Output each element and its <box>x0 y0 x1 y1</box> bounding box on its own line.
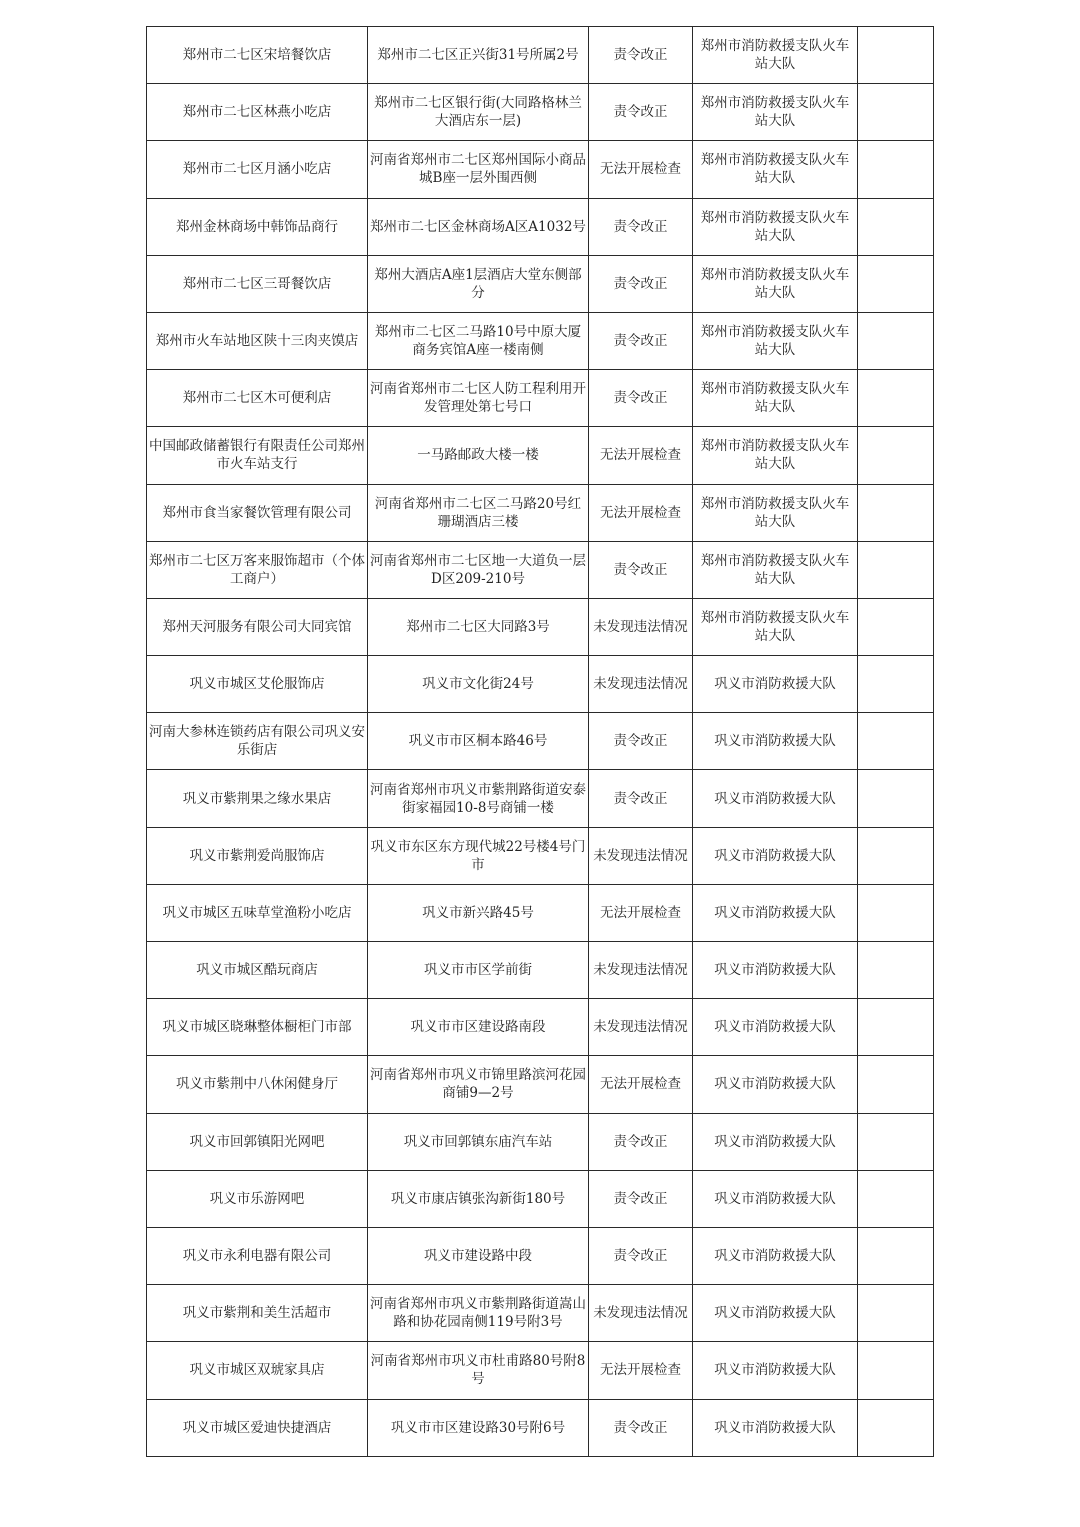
inspection-result-cell: 未发现违法情况 <box>589 598 693 655</box>
inspecting-unit-cell: 郑州市消防救援支队火车站大队 <box>693 84 858 141</box>
remarks-cell <box>858 999 934 1056</box>
business-name-cell: 郑州市火车站地区陕十三肉夹馍店 <box>147 312 368 369</box>
remarks-cell <box>858 770 934 827</box>
address-cell: 巩义市市区桐本路46号 <box>368 713 589 770</box>
inspecting-unit-cell: 郑州市消防救援支队火车站大队 <box>693 27 858 84</box>
inspecting-unit-cell: 郑州市消防救援支队火车站大队 <box>693 141 858 198</box>
inspecting-unit-cell: 郑州市消防救援支队火车站大队 <box>693 370 858 427</box>
address-cell: 巩义市建设路中段 <box>368 1227 589 1284</box>
address-cell: 河南省郑州市二七区二马路20号红珊瑚酒店三楼 <box>368 484 589 541</box>
address-cell: 巩义市文化街24号 <box>368 656 589 713</box>
inspection-result-cell: 未发现违法情况 <box>589 999 693 1056</box>
inspecting-unit-cell: 郑州市消防救援支队火车站大队 <box>693 541 858 598</box>
inspection-result-cell: 责令改正 <box>589 713 693 770</box>
table-row <box>147 27 934 84</box>
address-cell: 巩义市市区学前街 <box>368 942 589 999</box>
table-row <box>147 713 934 770</box>
table-row <box>147 598 934 655</box>
business-name-cell: 巩义市紫荆果之缘水果店 <box>147 770 368 827</box>
remarks-cell <box>858 1113 934 1170</box>
remarks-cell <box>858 942 934 999</box>
inspection-result-cell: 责令改正 <box>589 312 693 369</box>
remarks-cell <box>858 312 934 369</box>
inspection-result-cell: 责令改正 <box>589 1227 693 1284</box>
address-cell: 郑州市二七区银行街(大同路格林兰大酒店东一层) <box>368 84 589 141</box>
table-row <box>147 1285 934 1342</box>
remarks-cell <box>858 541 934 598</box>
address-cell: 郑州市二七区金林商场A区A1032号 <box>368 198 589 255</box>
inspecting-unit-cell: 巩义市消防救援大队 <box>693 999 858 1056</box>
business-name-cell: 巩义市城区艾伦服饰店 <box>147 656 368 713</box>
inspection-result-cell: 责令改正 <box>589 370 693 427</box>
inspection-result-cell: 无法开展检查 <box>589 427 693 484</box>
table-row <box>147 427 934 484</box>
table-row <box>147 884 934 941</box>
address-cell: 河南省郑州市二七区郑州国际小商品城B座一层外围西侧 <box>368 141 589 198</box>
inspecting-unit-cell: 巩义市消防救援大队 <box>693 1399 858 1456</box>
inspecting-unit-cell: 郑州市消防救援支队火车站大队 <box>693 484 858 541</box>
inspecting-unit-cell: 巩义市消防救援大队 <box>693 1170 858 1227</box>
address-cell: 河南省郑州市巩义市紫荆路街道嵩山路和协花园南侧119号附3号 <box>368 1285 589 1342</box>
table-row <box>147 255 934 312</box>
address-cell: 郑州市二七区正兴街31号所属2号 <box>368 27 589 84</box>
inspection-result-cell: 无法开展检查 <box>589 1342 693 1399</box>
address-cell: 郑州市二七区二马路10号中原大厦商务宾馆A座一楼南侧 <box>368 312 589 369</box>
inspection-result-cell: 未发现违法情况 <box>589 942 693 999</box>
table-row <box>147 999 934 1056</box>
table-row <box>147 1056 934 1113</box>
business-name-cell: 中国邮政储蓄银行有限责任公司郑州市火车站支行 <box>147 427 368 484</box>
business-name-cell: 郑州市二七区宋培餐饮店 <box>147 27 368 84</box>
business-name-cell: 郑州天河服务有限公司大同宾馆 <box>147 598 368 655</box>
remarks-cell <box>858 713 934 770</box>
business-name-cell: 巩义市永利电器有限公司 <box>147 1227 368 1284</box>
inspection-result-cell: 责令改正 <box>589 27 693 84</box>
address-cell: 郑州大酒店A座1层酒店大堂东侧部分 <box>368 255 589 312</box>
table-row <box>147 541 934 598</box>
inspection-result-cell: 责令改正 <box>589 541 693 598</box>
inspection-result-cell: 未发现违法情况 <box>589 1285 693 1342</box>
inspection-result-cell: 责令改正 <box>589 1399 693 1456</box>
remarks-cell <box>858 1399 934 1456</box>
address-cell: 河南省郑州市巩义市杜甫路80号附8号 <box>368 1342 589 1399</box>
table-row <box>147 1170 934 1227</box>
inspecting-unit-cell: 郑州市消防救援支队火车站大队 <box>693 427 858 484</box>
business-name-cell: 巩义市城区五味草堂渔粉小吃店 <box>147 884 368 941</box>
address-cell: 巩义市回郭镇东庙汽车站 <box>368 1113 589 1170</box>
address-cell: 河南省郑州市二七区地一大道负一层D区209-210号 <box>368 541 589 598</box>
table-row <box>147 198 934 255</box>
inspection-result-cell: 未发现违法情况 <box>589 656 693 713</box>
inspecting-unit-cell: 巩义市消防救援大队 <box>693 1056 858 1113</box>
business-name-cell: 巩义市紫荆爱尚服饰店 <box>147 827 368 884</box>
business-name-cell: 巩义市城区双琥家具店 <box>147 1342 368 1399</box>
table-row <box>147 141 934 198</box>
remarks-cell <box>858 884 934 941</box>
remarks-cell <box>858 1056 934 1113</box>
inspection-result-cell: 无法开展检查 <box>589 1056 693 1113</box>
business-name-cell: 郑州市二七区三哥餐饮店 <box>147 255 368 312</box>
table-row <box>147 84 934 141</box>
inspection-result-cell: 无法开展检查 <box>589 484 693 541</box>
inspecting-unit-cell: 郑州市消防救援支队火车站大队 <box>693 198 858 255</box>
business-name-cell: 郑州市二七区林燕小吃店 <box>147 84 368 141</box>
inspecting-unit-cell: 郑州市消防救援支队火车站大队 <box>693 312 858 369</box>
address-cell: 一马路邮政大楼一楼 <box>368 427 589 484</box>
remarks-cell <box>858 198 934 255</box>
table-row <box>147 1399 934 1456</box>
remarks-cell <box>858 1342 934 1399</box>
business-name-cell: 巩义市城区晓琳整体橱柜门市部 <box>147 999 368 1056</box>
records-table-body <box>147 27 934 1457</box>
remarks-cell <box>858 484 934 541</box>
remarks-cell <box>858 1227 934 1284</box>
inspecting-unit-cell: 巩义市消防救援大队 <box>693 827 858 884</box>
business-name-cell: 郑州市食当家餐饮管理有限公司 <box>147 484 368 541</box>
address-cell: 河南省郑州市二七区人防工程利用开发管理处第七号口 <box>368 370 589 427</box>
address-cell: 巩义市康店镇张沟新街180号 <box>368 1170 589 1227</box>
inspection-result-cell: 责令改正 <box>589 84 693 141</box>
inspection-records-table <box>146 26 934 1457</box>
address-cell: 河南省郑州市巩义市紫荆路街道安泰街家福园10-8号商铺一楼 <box>368 770 589 827</box>
inspection-result-cell: 无法开展检查 <box>589 884 693 941</box>
inspection-result-cell: 责令改正 <box>589 770 693 827</box>
inspecting-unit-cell: 巩义市消防救援大队 <box>693 1285 858 1342</box>
inspecting-unit-cell: 巩义市消防救援大队 <box>693 1227 858 1284</box>
table-row <box>147 312 934 369</box>
table-row <box>147 1113 934 1170</box>
remarks-cell <box>858 1285 934 1342</box>
address-cell: 郑州市二七区大同路3号 <box>368 598 589 655</box>
business-name-cell: 郑州市二七区木可便利店 <box>147 370 368 427</box>
inspecting-unit-cell: 巩义市消防救援大队 <box>693 884 858 941</box>
remarks-cell <box>858 84 934 141</box>
address-cell: 巩义市东区东方现代城22号楼4号门市 <box>368 827 589 884</box>
table-row <box>147 942 934 999</box>
inspection-result-cell: 无法开展检查 <box>589 141 693 198</box>
remarks-cell <box>858 827 934 884</box>
business-name-cell: 巩义市回郭镇阳光网吧 <box>147 1113 368 1170</box>
inspecting-unit-cell: 郑州市消防救援支队火车站大队 <box>693 255 858 312</box>
business-name-cell: 郑州市二七区月涵小吃店 <box>147 141 368 198</box>
inspection-result-cell: 责令改正 <box>589 1113 693 1170</box>
inspecting-unit-cell: 巩义市消防救援大队 <box>693 770 858 827</box>
inspecting-unit-cell: 郑州市消防救援支队火车站大队 <box>693 598 858 655</box>
business-name-cell: 巩义市乐游网吧 <box>147 1170 368 1227</box>
remarks-cell <box>858 370 934 427</box>
inspecting-unit-cell: 巩义市消防救援大队 <box>693 1342 858 1399</box>
table-row <box>147 770 934 827</box>
remarks-cell <box>858 656 934 713</box>
table-row <box>147 370 934 427</box>
business-name-cell: 巩义市紫荆和美生活超市 <box>147 1285 368 1342</box>
inspecting-unit-cell: 巩义市消防救援大队 <box>693 713 858 770</box>
remarks-cell <box>858 427 934 484</box>
address-cell: 巩义市新兴路45号 <box>368 884 589 941</box>
table-row <box>147 827 934 884</box>
remarks-cell <box>858 27 934 84</box>
inspection-result-cell: 责令改正 <box>589 255 693 312</box>
address-cell: 河南省郑州市巩义市锦里路滨河花园商铺9—2号 <box>368 1056 589 1113</box>
address-cell: 巩义市市区建设路南段 <box>368 999 589 1056</box>
remarks-cell <box>858 141 934 198</box>
business-name-cell: 河南大参林连锁药店有限公司巩义安乐街店 <box>147 713 368 770</box>
inspection-result-cell: 未发现违法情况 <box>589 827 693 884</box>
inspecting-unit-cell: 巩义市消防救援大队 <box>693 656 858 713</box>
table-row <box>147 1342 934 1399</box>
remarks-cell <box>858 598 934 655</box>
table-row <box>147 484 934 541</box>
business-name-cell: 巩义市紫荆中八休闲健身厅 <box>147 1056 368 1113</box>
business-name-cell: 郑州市二七区万客来服饰超市（个体工商户） <box>147 541 368 598</box>
inspection-result-cell: 责令改正 <box>589 198 693 255</box>
business-name-cell: 巩义市城区酷玩商店 <box>147 942 368 999</box>
table-row <box>147 656 934 713</box>
table-row <box>147 1227 934 1284</box>
inspecting-unit-cell: 巩义市消防救援大队 <box>693 1113 858 1170</box>
business-name-cell: 巩义市城区爱迪快捷酒店 <box>147 1399 368 1456</box>
business-name-cell: 郑州金林商场中韩饰品商行 <box>147 198 368 255</box>
inspecting-unit-cell: 巩义市消防救援大队 <box>693 942 858 999</box>
remarks-cell <box>858 1170 934 1227</box>
address-cell: 巩义市市区建设路30号附6号 <box>368 1399 589 1456</box>
remarks-cell <box>858 255 934 312</box>
inspection-result-cell: 责令改正 <box>589 1170 693 1227</box>
